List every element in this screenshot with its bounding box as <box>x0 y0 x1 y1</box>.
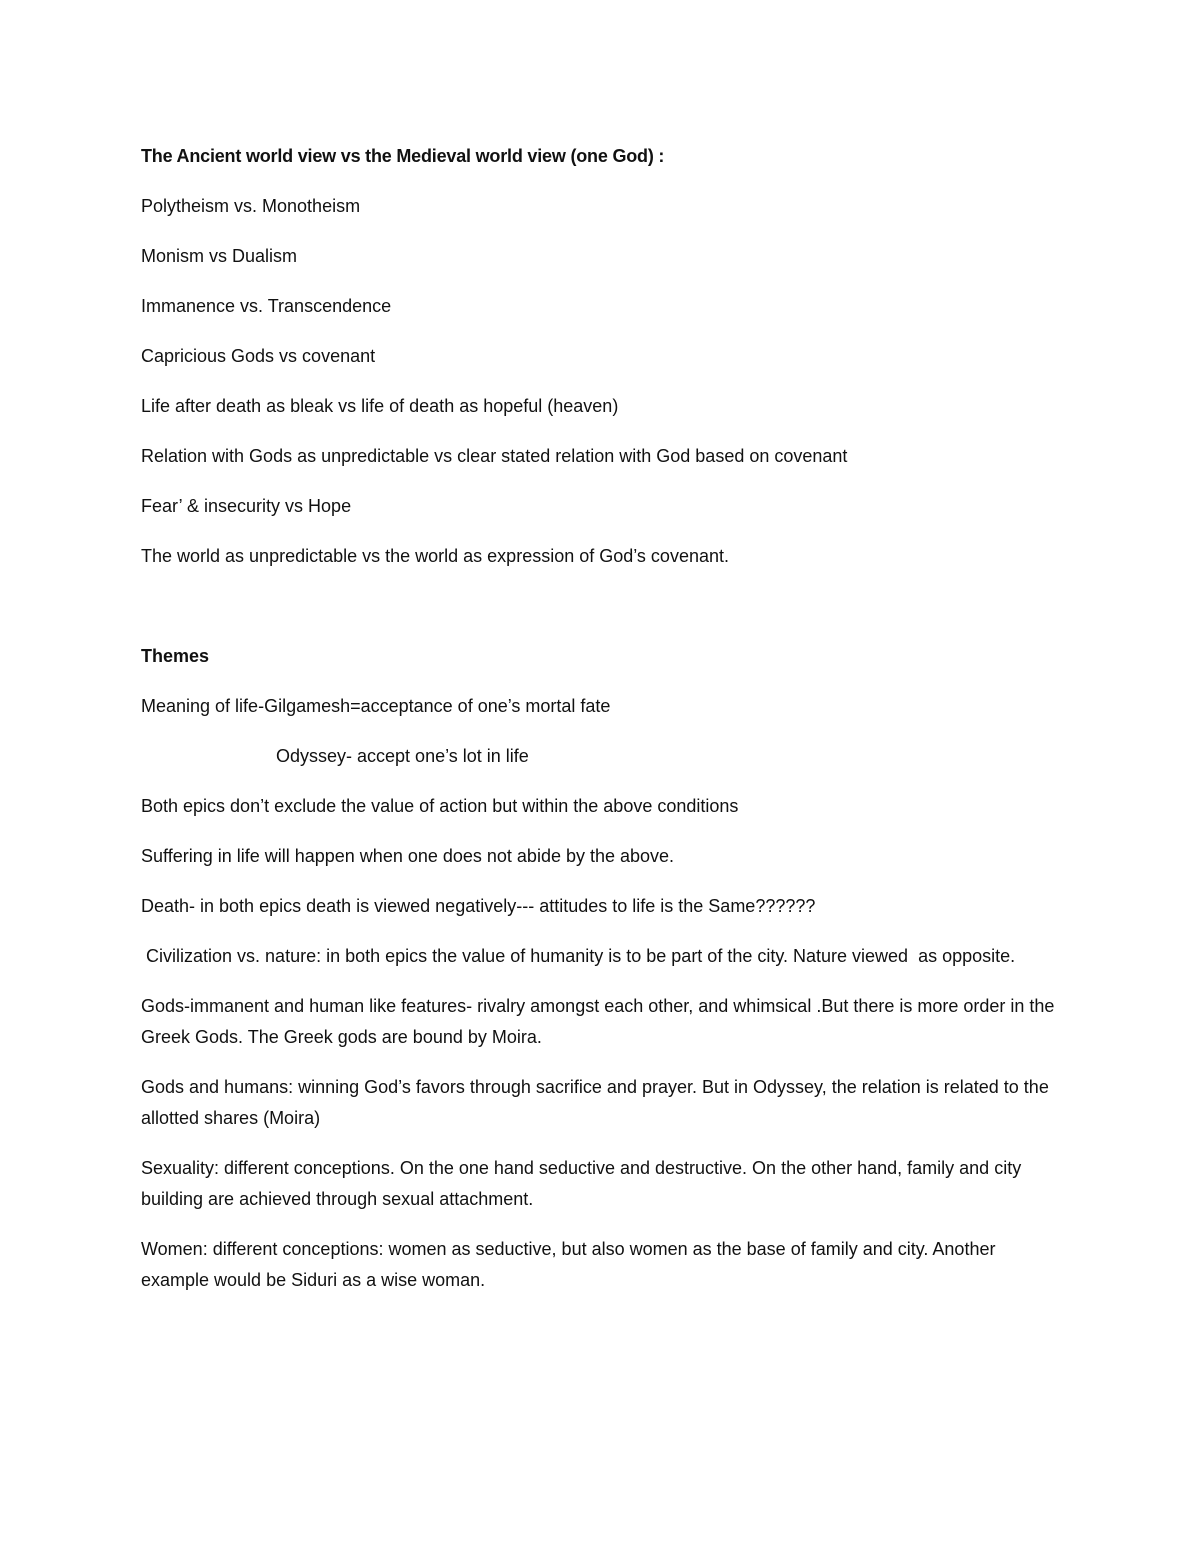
section-heading-worldview: The Ancient world view vs the Medieval world view (one God) : <box>141 146 665 166</box>
paragraph-meaning-of-life: Meaning of life-Gilgamesh=acceptance of one’s mortal fate <box>141 696 611 716</box>
list-item: Monism vs Dualism <box>141 246 298 266</box>
paragraph-women: Women: different conceptions: women as seductive, but also women as the base of family and city. Another example would be Siduri as a wise woman. <box>141 1239 996 1290</box>
list-item: Polytheism vs. Monotheism <box>141 196 361 216</box>
paragraph-death: Death- in both epics death is viewed negatively--- attitudes to life is the Same?????? <box>141 896 816 916</box>
list-item: Life after death as bleak vs life of death as hopeful (heaven) <box>141 396 619 416</box>
list-item: Relation with Gods as unpredictable vs clear stated relation with God based on covenant <box>141 446 848 466</box>
paragraph-both-epics: Both epics don’t exclude the value of action but within the above conditions <box>141 796 739 816</box>
section-heading-themes: Themes <box>141 646 210 666</box>
list-item: Capricious Gods vs covenant <box>141 346 376 366</box>
document-body <box>141 141 1056 1315</box>
section-spacer <box>141 591 1056 641</box>
paragraph-civilization: Civilization vs. nature: in both epics the value of humanity is to be part of the city. Nature viewed as opposite. <box>141 946 1016 966</box>
list-item: Immanence vs. Transcendence <box>141 296 392 316</box>
list-item: Fear’ & insecurity vs Hope <box>141 496 352 516</box>
list-item: The world as unpredictable vs the world as expression of God’s covenant. <box>141 546 729 566</box>
paragraph-sexuality: Sexuality: different conceptions. On the one hand seductive and destructive. On the other hand, family and city building are achieved through sexual attachment. <box>141 1158 1022 1209</box>
paragraph-odyssey: Odyssey- accept one’s lot in life <box>276 746 529 766</box>
paragraph-gods-humans: Gods and humans: winning God’s favors through sacrifice and prayer. But in Odyssey, the relation is related to the allotted shares (Moira) <box>141 1077 1049 1128</box>
paragraph-gods-immanent: Gods-immanent and human like features- rivalry amongst each other, and whimsical .But there is more order in the Greek Gods. The Greek gods are bound by Moira. <box>141 996 1055 1047</box>
paragraph-suffering: Suffering in life will happen when one does not abide by the above. <box>141 846 675 866</box>
